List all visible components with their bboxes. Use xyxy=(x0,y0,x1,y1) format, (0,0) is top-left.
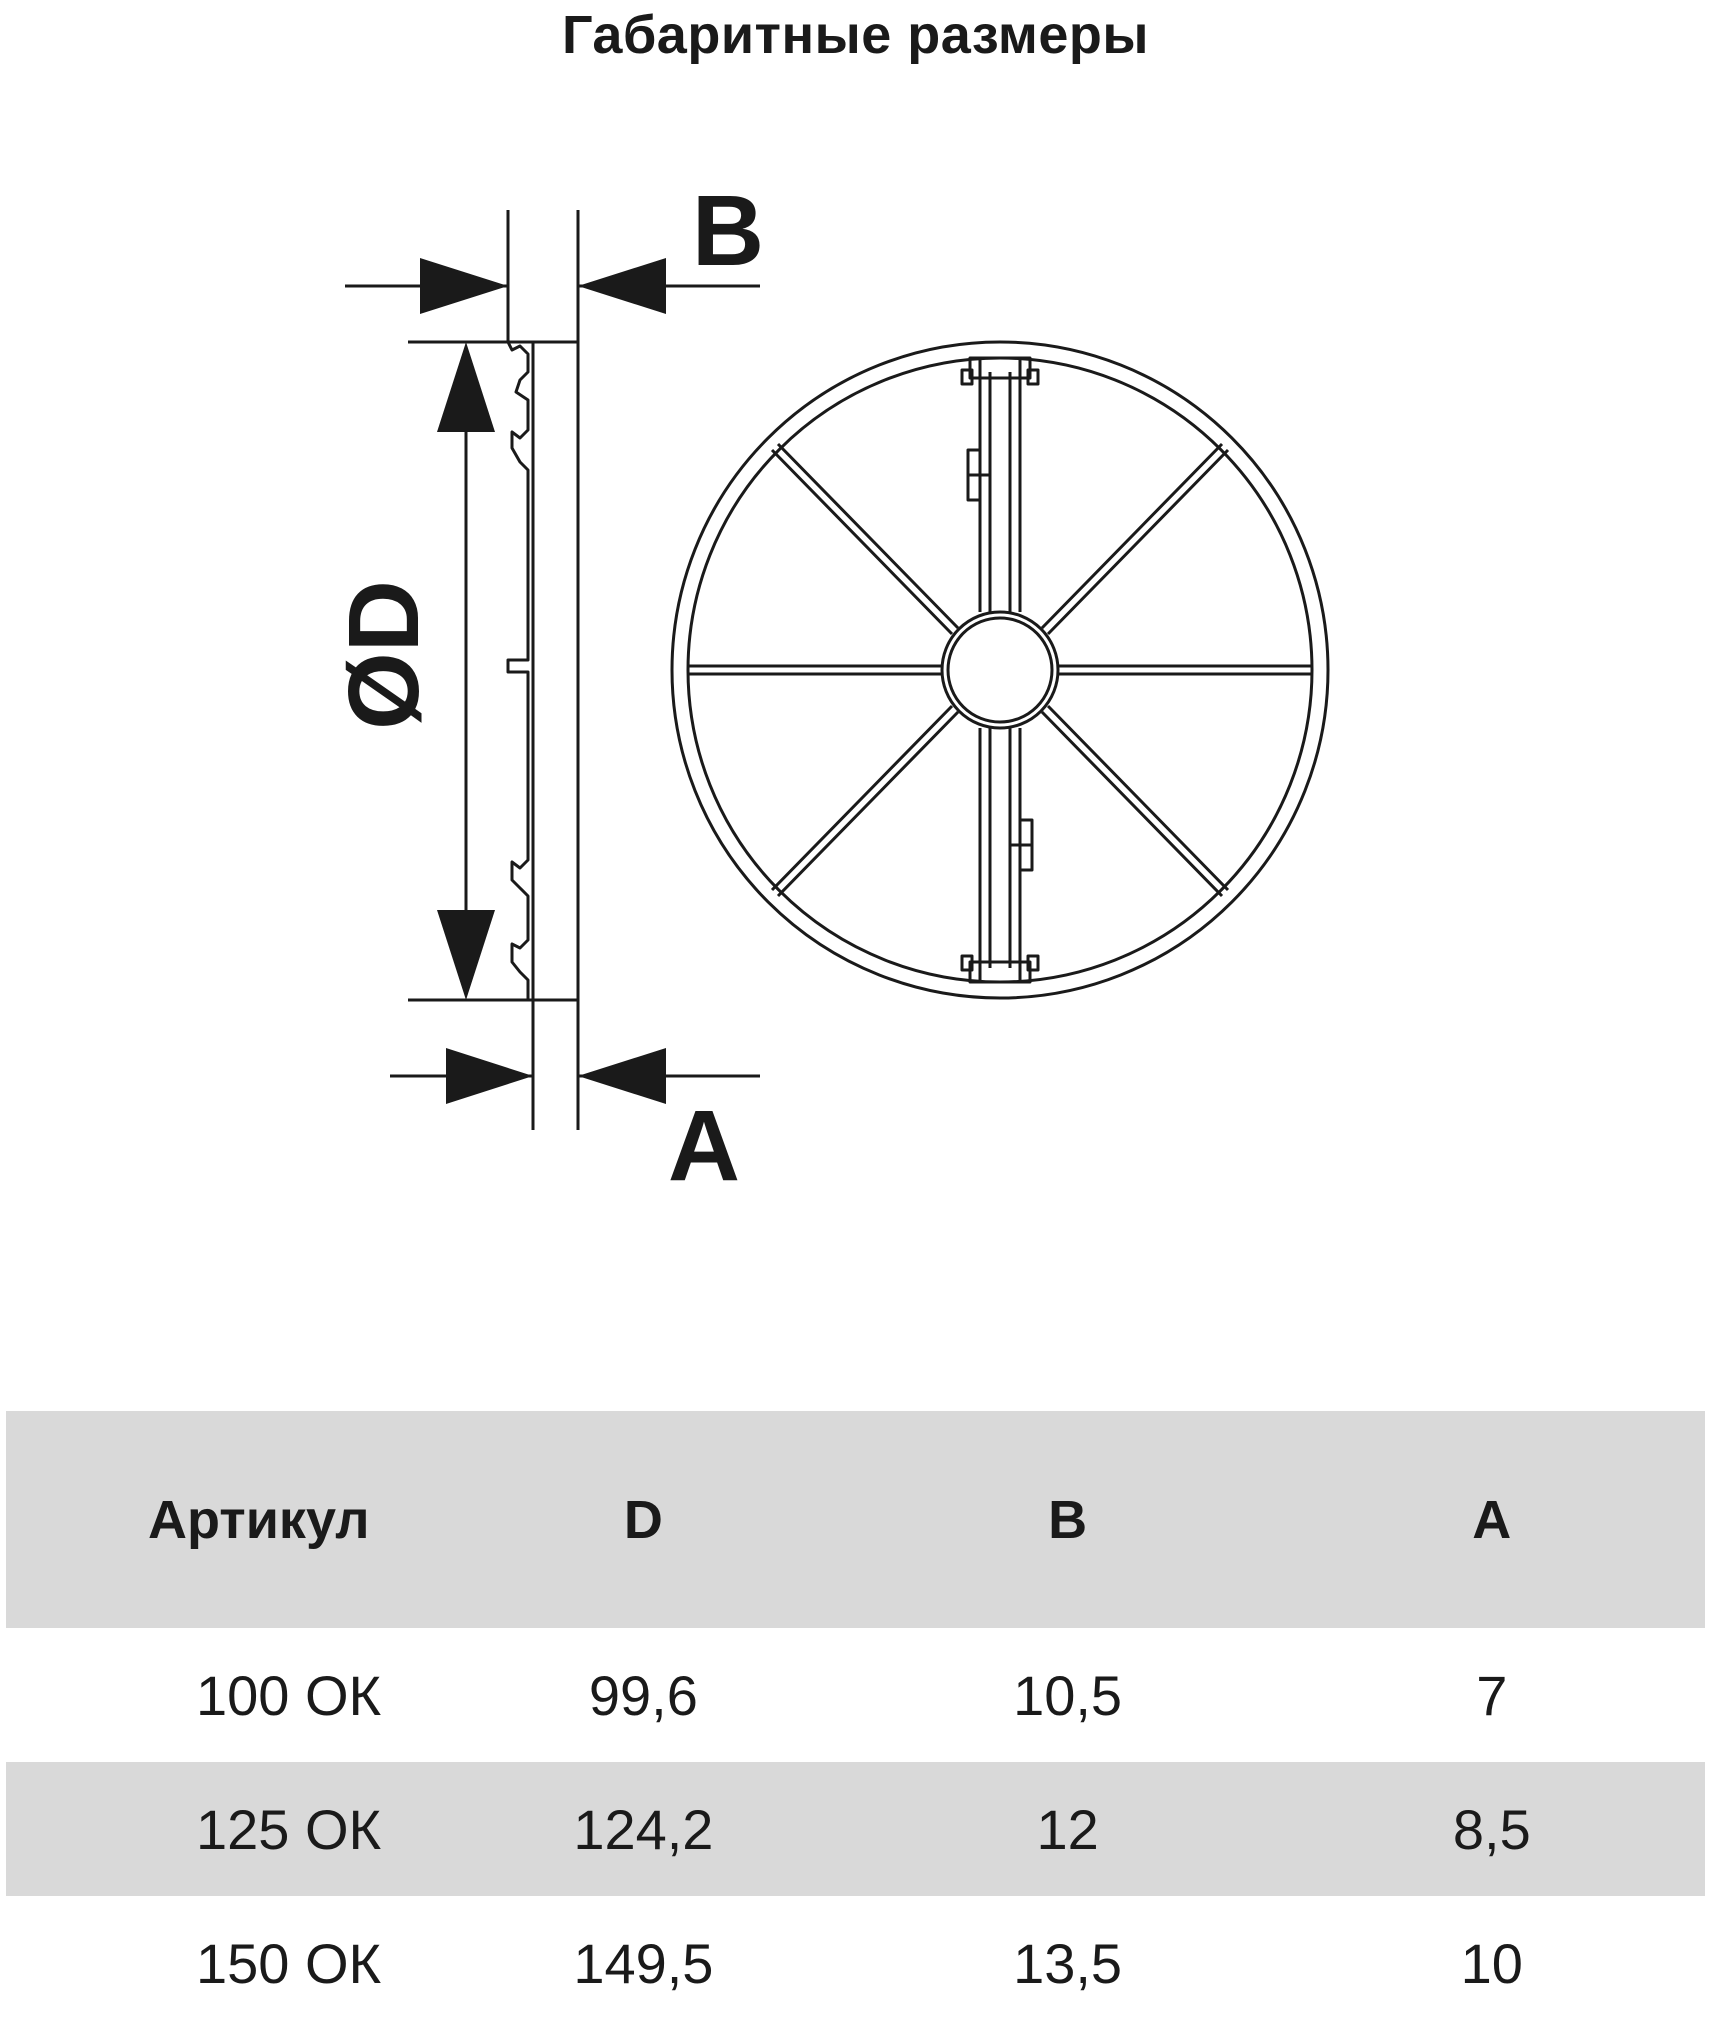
header-article: Артикул xyxy=(148,1489,370,1550)
cell-article: 125 ОК xyxy=(196,1797,382,1861)
cell-a: 10 xyxy=(1460,1931,1523,1995)
cell-article: 100 ОК xyxy=(196,1663,382,1727)
arrow-a-right xyxy=(578,1048,666,1104)
arrow-a-left xyxy=(446,1048,533,1104)
cell-a: 8,5 xyxy=(1452,1797,1531,1861)
header-a: A xyxy=(1472,1489,1512,1550)
cell-d: 124,2 xyxy=(573,1797,714,1861)
table-row xyxy=(6,1628,1705,1762)
cell-b: 13,5 xyxy=(1013,1931,1123,1995)
arrow-b-left xyxy=(420,258,508,314)
table-row xyxy=(6,1762,1705,1896)
arrow-d-bottom xyxy=(437,910,495,1000)
table-row xyxy=(6,1896,1705,2030)
cell-b: 12 xyxy=(1036,1797,1099,1861)
label-d: ØD xyxy=(328,580,440,730)
table-header-row xyxy=(6,1411,1705,1628)
dimensions-table xyxy=(6,1411,1705,2030)
cell-article: 150 ОК xyxy=(196,1931,382,1995)
cell-d: 99,6 xyxy=(588,1663,698,1727)
cell-d: 149,5 xyxy=(573,1931,714,1995)
cell-b: 10,5 xyxy=(1013,1663,1123,1727)
cell-a: 7 xyxy=(1476,1663,1508,1727)
label-b: B xyxy=(691,175,765,287)
arrow-d-top xyxy=(437,342,495,432)
header-d: D xyxy=(623,1489,663,1550)
page-title: Габаритные размеры xyxy=(562,5,1149,65)
label-a: A xyxy=(667,1090,741,1202)
front-view xyxy=(672,342,1328,998)
header-b: B xyxy=(1048,1489,1088,1550)
arrow-b-right xyxy=(578,258,666,314)
